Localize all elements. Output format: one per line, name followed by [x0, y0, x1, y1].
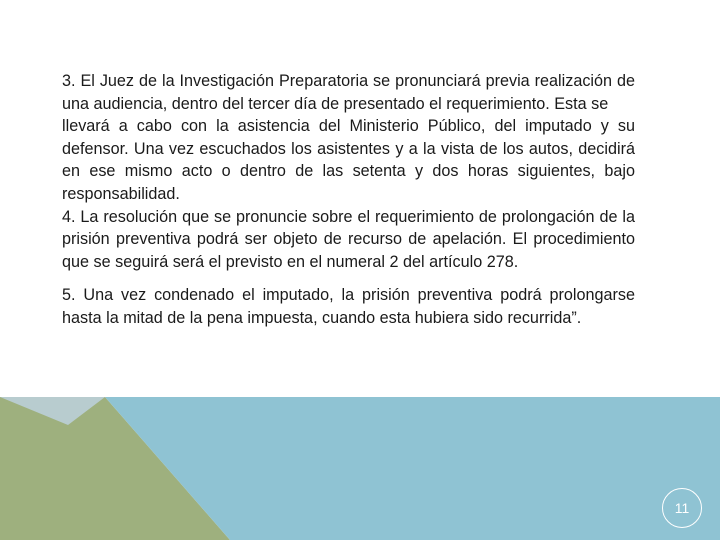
paragraph-4: 5. Una vez condenado el imputado, la prisión preventiva podrá prolongarse hasta la mitad de la pena impuesta, cuando esta hubiera sido recurrida”.	[62, 286, 635, 327]
paragraph-1: 3. El Juez de la Investigación Preparatoria se pronunciará previa realización de una audiencia, dentro del tercer día de presentado el requerimiento. Esta se	[62, 72, 635, 113]
paragraph-gap	[62, 273, 635, 284]
slide-body-text	[62, 70, 635, 330]
paragraph-2: llevará a cabo con la asistencia del Ministerio Público, del imputado y su defensor. Una vez escuchados los asistentes y a la vista de los autos, decidirá en ese mismo acto o dentro de las setenta y dos horas siguientes, bajo responsabilidad.	[62, 117, 635, 203]
page-number-badge: 11	[662, 488, 702, 528]
paragraph-3: 4. La resolución que se pronuncie sobre el requerimiento de prolongación de la prisión preventiva podrá ser objeto de recurso de apelación. El procedimiento que se seguirá será el previsto en el numeral 2 del artículo 278.	[62, 207, 635, 271]
